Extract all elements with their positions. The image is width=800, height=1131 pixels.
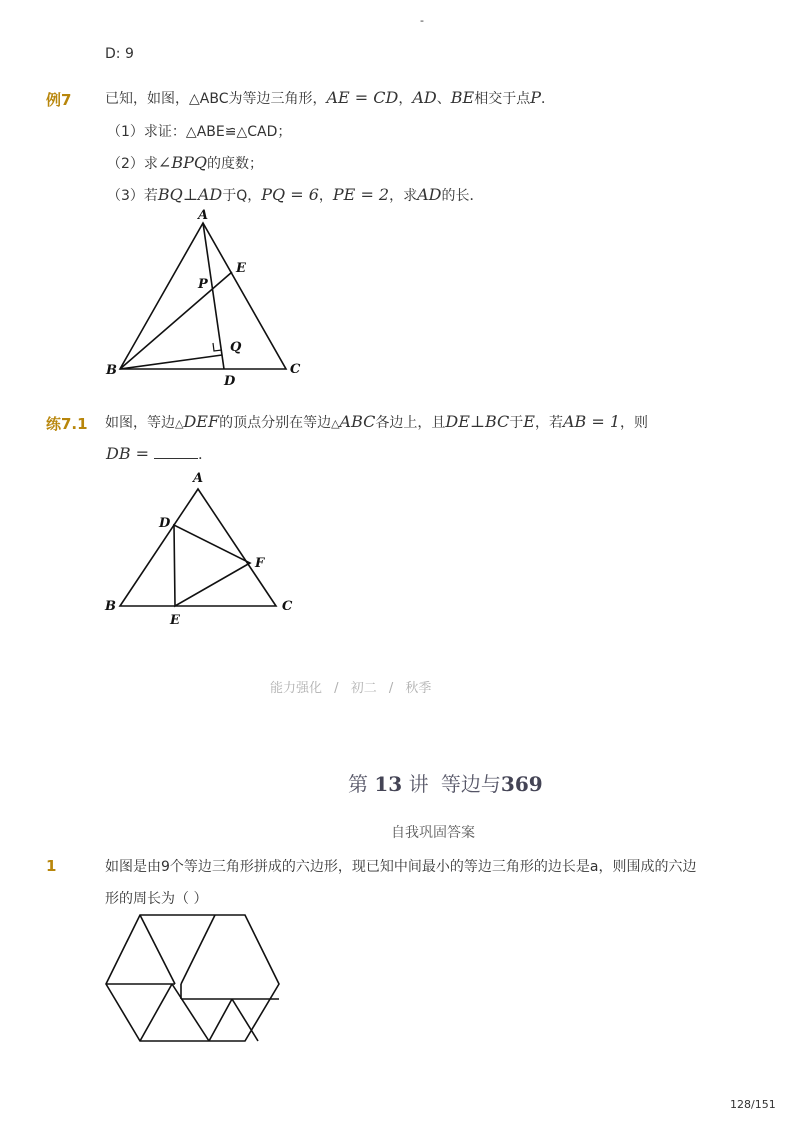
answer-end: ． (198, 447, 213, 463)
header-dash: - (420, 14, 424, 27)
label2-c: C (282, 599, 293, 614)
q3-ad: AD (417, 185, 442, 204)
q1-line-2: 形的周长为（ ） (105, 891, 208, 907)
q3-ask: ，求 (389, 188, 418, 204)
p-t9: 于 (509, 415, 524, 431)
intro-ae-cd: AE = CD (326, 88, 399, 107)
q3-prefix: （3）若 (107, 188, 158, 204)
q2-suffix: 的度数； (206, 156, 263, 172)
q3-comma: ， (318, 188, 333, 204)
label-p: P (198, 277, 208, 292)
intro-ad: AD (412, 88, 437, 107)
q1-line-1: 如图是由9个等边三角形拼成的六边形，现已知中间最小的等边三角形的边长是a，则围成的六边 (105, 859, 697, 875)
p-t1: 如图，等边 (105, 415, 175, 431)
p-t3: DEF (183, 412, 220, 431)
label2-e: E (170, 613, 180, 628)
label-b: B (106, 363, 117, 378)
breadcrumb (270, 677, 431, 696)
p-t5: △ (331, 417, 340, 430)
option-d: D: 9 (105, 46, 134, 62)
segment-bq (120, 355, 222, 369)
intro-text-b: 相交于点 (474, 91, 531, 107)
intro-be: BE (450, 88, 475, 107)
hexagon-outline (106, 915, 279, 1041)
breadcrumb-b: 初二 (350, 681, 377, 696)
p-t13: ，则 (620, 415, 649, 431)
lesson-tail: 369 (500, 772, 543, 796)
p-t4: 的顶点分别在等边 (219, 415, 332, 431)
practice-text (105, 412, 648, 432)
segment-be (120, 272, 232, 369)
p-t11: ，若 (534, 415, 563, 431)
hex-line-1 (140, 915, 175, 984)
lesson-title (348, 768, 543, 797)
triangle-abc-2 (120, 489, 276, 606)
triangle-def (174, 525, 250, 606)
example-label: 例7 (46, 91, 72, 109)
p-t2: △ (175, 417, 184, 430)
label-q: Q (230, 340, 242, 355)
q3-pe: PE = 2 (332, 185, 390, 204)
label2-d: D (159, 516, 171, 531)
intro-triangle: △ABC为等边三角形， (189, 91, 327, 107)
label-d: D (224, 374, 236, 389)
p-t8: DE⊥BC (445, 412, 510, 431)
label2-b: B (105, 599, 116, 614)
hex-line-5 (140, 984, 172, 1041)
hex-line-3 (181, 915, 215, 984)
label2-a: A (193, 471, 204, 486)
intro-text-a: 已知，如图， (105, 91, 189, 107)
practice-label: 练7.1 (46, 415, 88, 433)
lesson-mid: 讲 (408, 772, 429, 796)
db-expr: DB = (106, 444, 155, 463)
q1-number: 1 (46, 857, 57, 875)
hex-line-6 (172, 984, 209, 1041)
q3-end: 的长． (441, 188, 484, 204)
q1-text: △ABE≌△CAD； (185, 124, 292, 140)
label-a: A (198, 208, 209, 223)
p-t7: 各边上，且 (375, 415, 446, 431)
q1-prefix: （1）求证： (107, 124, 186, 140)
breadcrumb-c: 秋季 (405, 681, 432, 696)
q3-mid: 于Q， (222, 188, 262, 204)
breadcrumb-a: 能力强化 (270, 681, 323, 696)
example-figure (0, 0, 800, 400)
p-t10: E (523, 412, 535, 431)
page-number: 128/151 (730, 1098, 776, 1111)
answer-blank (154, 444, 198, 459)
p-t6: ABC (339, 412, 376, 431)
lesson-name: 等边与 (440, 772, 501, 796)
section-title: 自我巩固答案 (391, 825, 475, 841)
intro-dun: 、 (436, 91, 451, 107)
hexagon-figure (0, 900, 800, 1060)
q2-prefix: （2）求 (107, 156, 158, 172)
label2-f: F (255, 556, 265, 571)
q3-pq: PQ = 6 (261, 185, 319, 204)
intro-end: ． (540, 91, 555, 107)
p-t12: AB = 1 (562, 412, 621, 431)
breadcrumb-sep-1: / (334, 681, 339, 696)
q3-perp: BQ⊥AD (157, 185, 223, 204)
hex-line-7 (209, 999, 232, 1041)
lesson-num: 13 (374, 772, 403, 796)
lesson-pre: 第 (348, 772, 368, 796)
practice-figure (0, 460, 800, 630)
breadcrumb-sep-2: / (388, 681, 394, 696)
q2-angle: ∠BPQ (157, 153, 207, 172)
intro-sep: ， (398, 91, 413, 107)
hex-line-8 (232, 999, 258, 1041)
label-e: E (236, 261, 246, 276)
intro-p: P (530, 88, 541, 107)
label-c: C (290, 362, 301, 377)
